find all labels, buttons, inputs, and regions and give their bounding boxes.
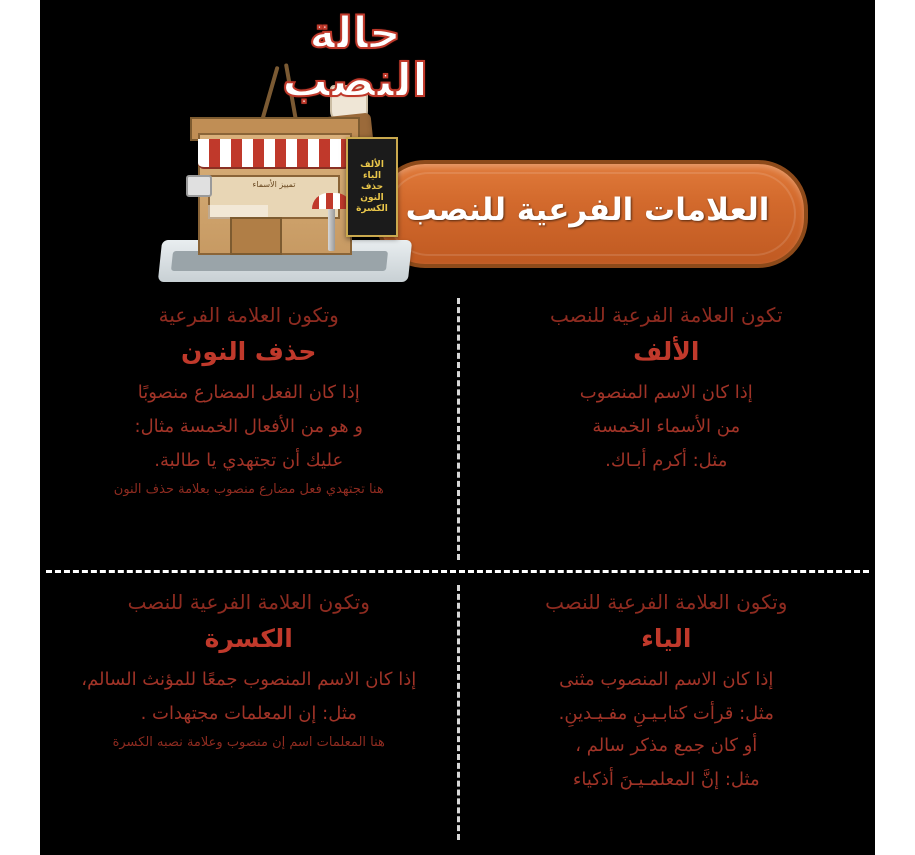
yaa-rule-line-1: إذا كان الاسم المنصوب مثنى xyxy=(559,669,774,690)
yaa-lead: وتكون العلامة الفرعية للنصب xyxy=(545,590,788,614)
hathf-example: عليك أن تجتهدي يا طالبة. xyxy=(154,450,344,471)
yaa-example-1: مثل: قرأت كتابـيـنِ مفـيـدينِ. xyxy=(558,703,774,724)
cell-hathf-alnoon xyxy=(40,288,458,568)
alif-example: مثل: أكرم أبـاك. xyxy=(605,450,728,471)
kasra-lead: وتكون العلامة الفرعية للنصب xyxy=(127,590,370,614)
yaa-mark: الياء xyxy=(641,624,692,653)
header-area xyxy=(0,0,915,292)
shop-vertical-sign xyxy=(346,137,398,237)
page-title-line-2: النصب xyxy=(282,53,428,107)
sign-line-5: الكسرة xyxy=(356,204,388,214)
hathf-rule-line-2: و هو من الأفعال الخمسة مثال: xyxy=(134,416,363,437)
sign-line-4: النون xyxy=(360,193,384,203)
yaa-example-2: مثل: إنَّ المعلمـيـنَ أذكياء xyxy=(572,769,760,790)
hathf-mark: حذف النون xyxy=(181,337,317,366)
page-title-line-1: حالة xyxy=(309,8,401,59)
hathf-lead: وتكون العلامة الفرعية xyxy=(158,303,339,327)
shop-window-text: تمييز الأسماء xyxy=(252,180,296,189)
shop-illustration xyxy=(150,55,420,285)
sign-line-1: الألف xyxy=(360,160,384,170)
hathf-note: هنا تجتهدي فعل مضارع منصوب بعلامة حذف النون xyxy=(113,482,384,497)
alif-mark: الألف xyxy=(633,337,700,366)
kasra-mark: الكسرة xyxy=(204,624,293,653)
content-grid xyxy=(40,288,875,855)
shop-door xyxy=(230,217,282,255)
alif-lead: تكون العلامة الفرعية للنصب xyxy=(549,303,783,327)
alif-rule-line-1: إذا كان الاسم المنصوب xyxy=(579,382,753,403)
kasra-rule-line-1: إذا كان الاسم المنصوب جمعًا للمؤنث السالم، xyxy=(81,669,417,690)
banner-title: العلامات الفرعية للنصب xyxy=(405,192,770,228)
cell-alif xyxy=(458,288,876,568)
shop-antenna-icon xyxy=(186,175,212,197)
cell-kasra xyxy=(40,575,458,855)
divider-horizontal xyxy=(46,570,869,573)
shop-awning xyxy=(198,139,350,169)
yaa-rule-line-2: أو كان جمع مذكر سالم ، xyxy=(575,735,758,756)
kasra-note: هنا المعلمات اسم إن منصوب وعلامة نصبه الكسرة xyxy=(112,735,385,750)
hathf-rule-line-1: إذا كان الفعل المضارع منصوبًا xyxy=(137,382,360,403)
sign-line-3: حذف xyxy=(360,182,384,192)
kasra-example: مثل: إن المعلمات مجتهدات . xyxy=(140,703,357,724)
alif-rule-line-2: من الأسماء الخمسة xyxy=(592,416,741,437)
cell-yaa xyxy=(458,575,876,855)
shop-pole xyxy=(328,205,335,251)
sign-line-2: الياء xyxy=(362,171,382,181)
